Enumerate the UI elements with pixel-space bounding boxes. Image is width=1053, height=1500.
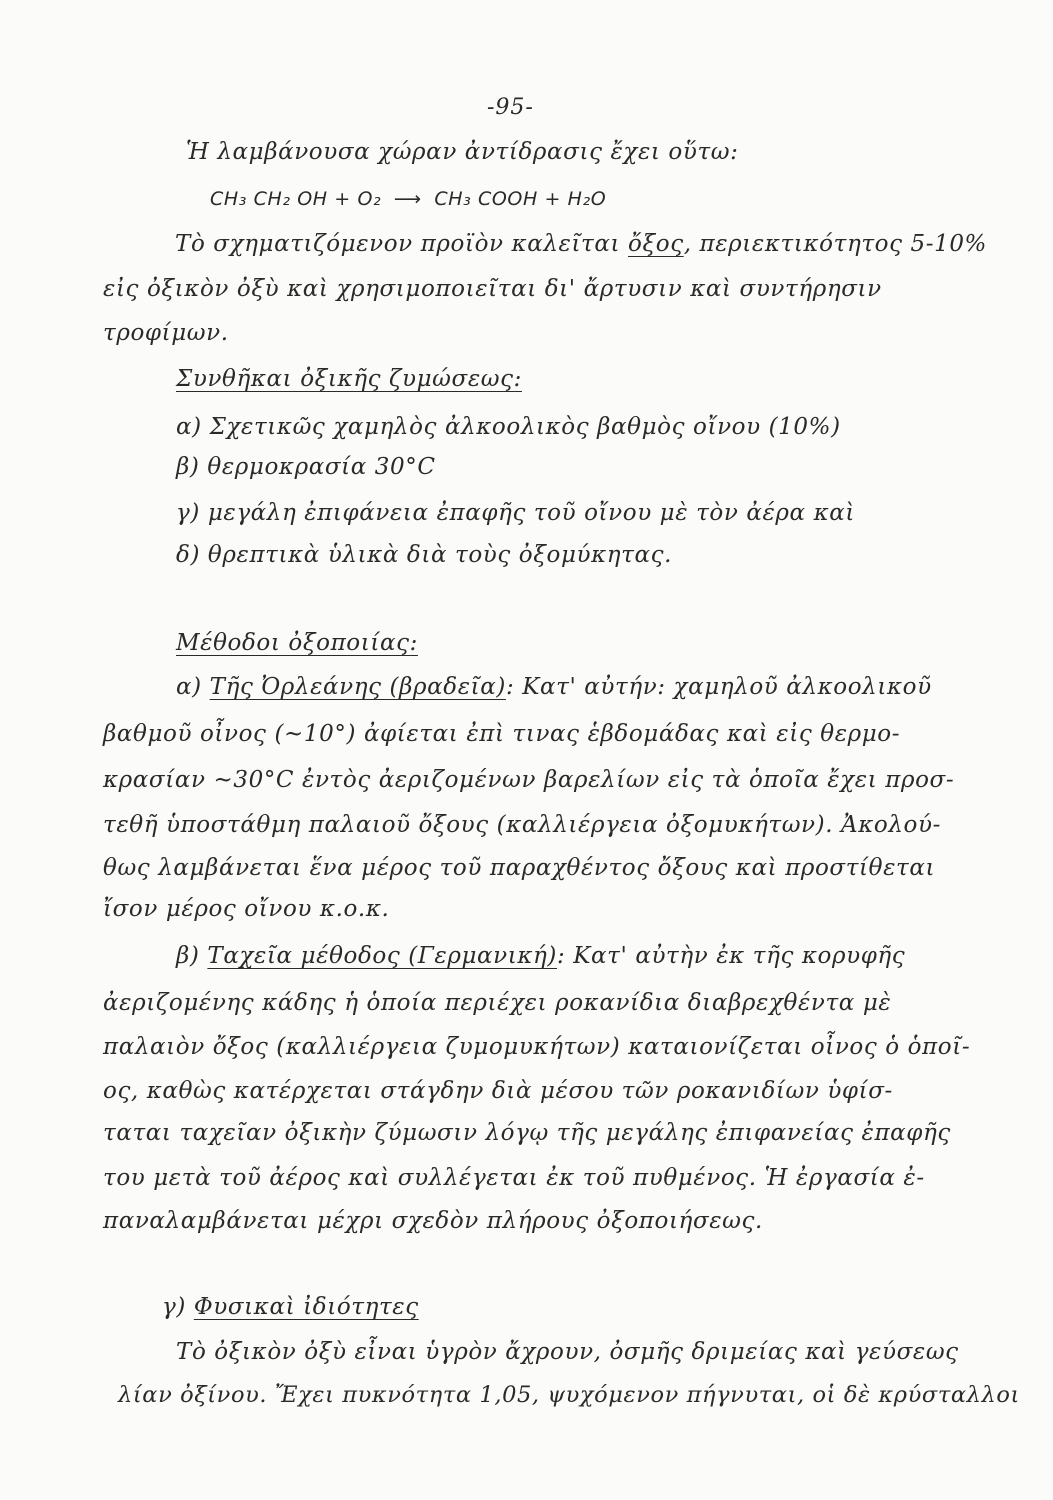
text-line: Τὸ σχηματιζόμενον προϊὸν καλεῖται ὄξος, περιεκτικότητος 5-10% <box>175 231 988 257</box>
physical-properties-title: Φυσικαὶ ἰδιότητες <box>193 1294 419 1320</box>
equation-reactants: CH₃ CH₂ OH + O₂ <box>210 188 382 210</box>
text-line: β) Ταχεῖα μέθοδος (Γερμανική): Κατ' αὐτὴν ἐκ τῆς κορυφῆς <box>176 943 906 969</box>
method-orleans-title: Τῆς Ὀρλεάνης (βραδεῖα) <box>209 674 506 700</box>
list-item: δ) θρεπτικὰ ὑλικὰ διὰ τοὺς ὀξομύκητας. <box>176 542 672 568</box>
text-line: Τὸ ὀξικὸν ὀξὺ εἶναι ὑγρὸν ἄχρουν, ὀσμῆς δριμείας καὶ γεύσεως <box>176 1339 959 1365</box>
chemical-equation <box>210 184 606 214</box>
reaction-arrow-icon: ⟶ <box>393 188 422 210</box>
term-vinegar: ὄξος <box>628 231 684 257</box>
text-line: ἴσον μέρος οἴνου κ.ο.κ. <box>103 896 390 922</box>
text-line: παλαιὸν ὄξος (καλλιέργεια ζυμομυκήτων) καταιονίζεται οἶνος ὁ ὁποῖ- <box>103 1034 971 1060</box>
section-heading: Μέθοδοι ὀξοποιίας: <box>176 630 418 656</box>
text-line: τεθῆ ὑποστάθμη παλαιοῦ ὄξους (καλλιέργεια ὀξομυκήτων). Ἀκολού- <box>103 812 941 838</box>
page-number: -95- <box>487 95 534 120</box>
text-line: θως λαμβάνεται ἕνα μέρος τοῦ παραχθέντος ὄξους καὶ προστίθεται <box>103 855 936 881</box>
text-line: α) Τῆς Ὀρλεάνης (βραδεῖα): Κατ' αὐτήν: χαμηλοῦ ἀλκοολικοῦ <box>176 674 932 700</box>
text-line: ταται ταχεῖαν ὀξικὴν ζύμωσιν λόγῳ τῆς μεγάλης ἐπιφανείας ἐπαφῆς <box>103 1120 951 1146</box>
list-item: γ) μεγάλη ἐπιφάνεια ἐπαφῆς τοῦ οἴνου μὲ τὸν ἀέρα καὶ <box>176 500 856 526</box>
text-line: του μετὰ τοῦ ἀέρος καὶ συλλέγεται ἐκ τοῦ πυθμένος. Ἡ ἐργασία ἐ- <box>103 1165 925 1191</box>
text-line: κρασίαν ~30°C ἐντὸς ἀεριζομένων βαρελίων εἰς τὰ ὁποῖα ἔχει προσ- <box>103 767 955 793</box>
text-line: Ἡ λαμβάνουσα χώραν ἀντίδρασις ἔχει οὕτω: <box>186 139 739 165</box>
text-line: βαθμοῦ οἶνος (~10°) ἀφίεται ἐπὶ τινας ἑβδομάδας καὶ εἰς θερμο- <box>103 721 901 747</box>
text-line: λίαν ὀξίνου. Ἔχει πυκνότητα 1,05, ψυχόμενον πήγνυται, οἱ δὲ κρύσταλλοι <box>118 1382 1020 1408</box>
equation-products: CH₃ COOH + H₂O <box>434 188 607 210</box>
text-line: εἰς ὀξικὸν ὀξὺ καὶ χρησιμοποιεῖται δι' ἄρτυσιν καὶ συντήρησιν <box>103 276 882 302</box>
list-item: β) θερμοκρασία 30°C <box>176 454 436 480</box>
list-item: α) Σχετικῶς χαμηλὸς ἀλκοολικὸς βαθμὸς οἴνου (10%) <box>176 414 841 440</box>
text-line: παναλαμβάνεται μέχρι σχεδὸν πλήρους ὀξοποιήσεως. <box>103 1208 763 1234</box>
text-line: τροφίμων. <box>103 320 229 346</box>
text-line: ἀεριζομένης κάδης ἡ ὁποία περιέχει ροκανίδια διαβρεχθέντα μὲ <box>103 990 892 1016</box>
text-line: ος, καθὼς κατέρχεται στάγδην διὰ μέσου τῶν ροκανιδίων ὑφίσ- <box>103 1078 893 1104</box>
section-heading: γ) Φυσικαὶ ἰδιότητες <box>162 1294 419 1320</box>
method-german-title: Ταχεῖα μέθοδος (Γερμανική) <box>207 943 557 969</box>
section-heading: Συνθῆκαι ὀξικῆς ζυμώσεως: <box>176 366 522 392</box>
